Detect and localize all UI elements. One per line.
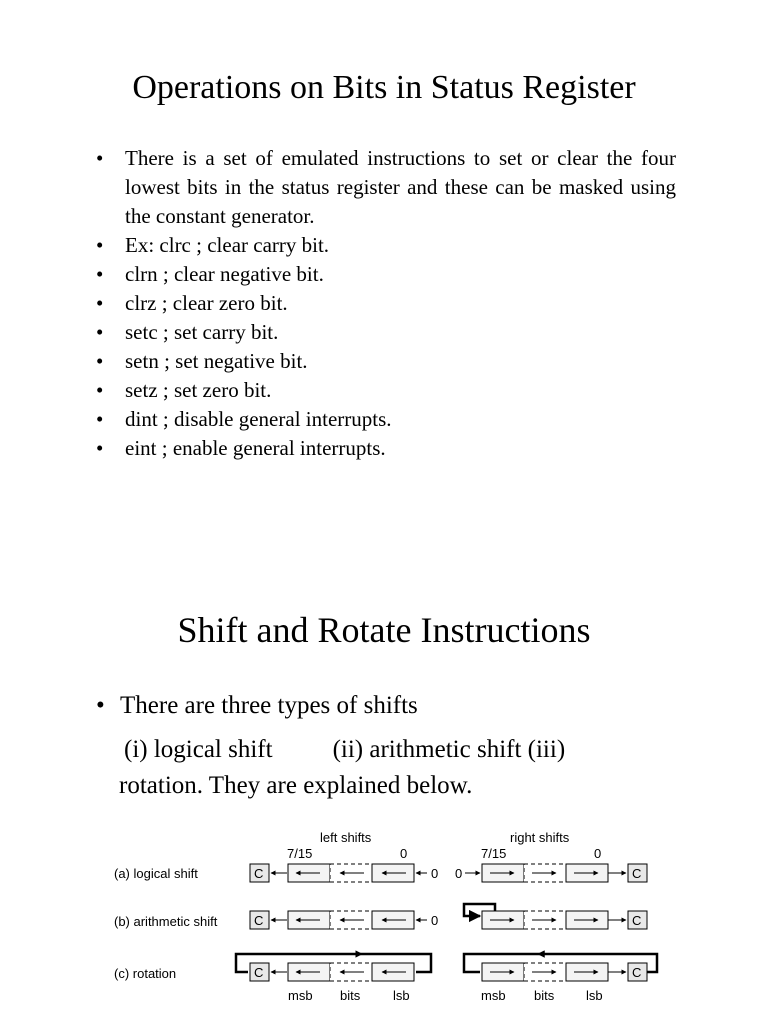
bullet-icon: •	[96, 233, 104, 257]
bullet-icon: •	[96, 262, 104, 286]
bullet-icon: •	[96, 146, 104, 170]
label-bits-right: bits	[534, 988, 555, 1003]
bullet-text: Ex: clrc ; clear carry bit.	[125, 233, 330, 257]
bullet-icon: •	[96, 407, 104, 431]
list-item	[96, 347, 676, 376]
label-msb-left: msb	[288, 988, 313, 1003]
left-shifts-heading: left shifts	[320, 830, 372, 845]
shift-diagram	[100, 826, 670, 1006]
logical-left-register	[250, 864, 438, 882]
bullet-text: clrn ; clear negative bit.	[125, 262, 324, 286]
arithmetic-left-register	[250, 911, 438, 929]
carry-flag: C	[254, 866, 264, 881]
carry-flag: C	[632, 913, 642, 928]
list-item	[96, 289, 676, 318]
bullet-text: There are three types of shifts	[120, 692, 418, 719]
carry-flag: C	[254, 965, 264, 980]
bullet-text: eint ; enable general interrupts.	[125, 436, 386, 460]
right-shifts-heading: right shifts	[510, 830, 570, 845]
shift-types-description	[119, 732, 679, 804]
left-msb-position: 7/15	[287, 846, 313, 861]
carry-flag: C	[632, 866, 642, 881]
slide-title-bit-operations: Operations on Bits in Status Register	[132, 69, 636, 106]
bit-operations-list	[96, 144, 676, 463]
zero-fill: 0	[455, 866, 463, 881]
list-item	[96, 260, 676, 289]
label-bits-left: bits	[340, 988, 361, 1003]
list-item	[96, 688, 676, 723]
bullet-text: clrz ; clear zero bit.	[125, 291, 288, 315]
carry-flag: C	[254, 913, 264, 928]
label-lsb-right: lsb	[586, 988, 603, 1003]
bullet-text: dint ; disable general interrupts.	[125, 407, 392, 431]
bullet-icon: •	[96, 349, 104, 373]
logical-right-register	[455, 864, 647, 882]
bullet-text: setn ; set negative bit.	[125, 349, 308, 373]
left-lsb-position: 0	[400, 846, 408, 861]
zero-fill: 0	[431, 913, 439, 928]
shift-type-logical: (i) logical shift	[124, 736, 273, 763]
shift-types-line-1	[119, 732, 679, 768]
row-label-logical-shift: (a) logical shift	[114, 866, 198, 881]
bullet-icon: •	[96, 692, 105, 719]
row-label-rotation: (c) rotation	[114, 966, 177, 981]
list-item	[96, 434, 676, 463]
list-item	[96, 318, 676, 347]
bullet-icon: •	[96, 291, 104, 315]
shift-types-line-2: rotation. They are explained below.	[119, 772, 473, 799]
slide-title-shift-rotate: Shift and Rotate Instructions	[177, 610, 591, 650]
bullet-icon: •	[96, 378, 104, 402]
label-msb-right: msb	[481, 988, 506, 1003]
label-lsb-left: lsb	[393, 988, 410, 1003]
zero-fill: 0	[431, 866, 439, 881]
shift-type-arithmetic: (ii) arithmetic shift (iii)	[332, 736, 566, 763]
bullet-icon: •	[96, 320, 104, 344]
bullet-text: setc ; set carry bit.	[125, 320, 279, 344]
arithmetic-right-register	[464, 904, 647, 929]
list-item	[96, 231, 676, 260]
row-label-arithmetic-shift: (b) arithmetic shift	[114, 914, 218, 929]
list-item	[96, 376, 676, 405]
bullet-text: setz ; set zero bit.	[125, 378, 272, 402]
shift-types-list	[96, 688, 676, 723]
right-lsb-position: 0	[594, 846, 602, 861]
bullet-icon: •	[96, 436, 104, 460]
bullet-text: There is a set of emulated instructions to set or clear the four lowest bits in the status register and these can be masked using the constant generator.	[125, 146, 676, 228]
list-item	[96, 405, 676, 434]
right-msb-position: 7/15	[481, 846, 507, 861]
rotation-right-register	[464, 954, 657, 981]
rotation-left-register	[236, 954, 431, 981]
list-item	[96, 144, 676, 231]
carry-flag: C	[632, 965, 642, 980]
